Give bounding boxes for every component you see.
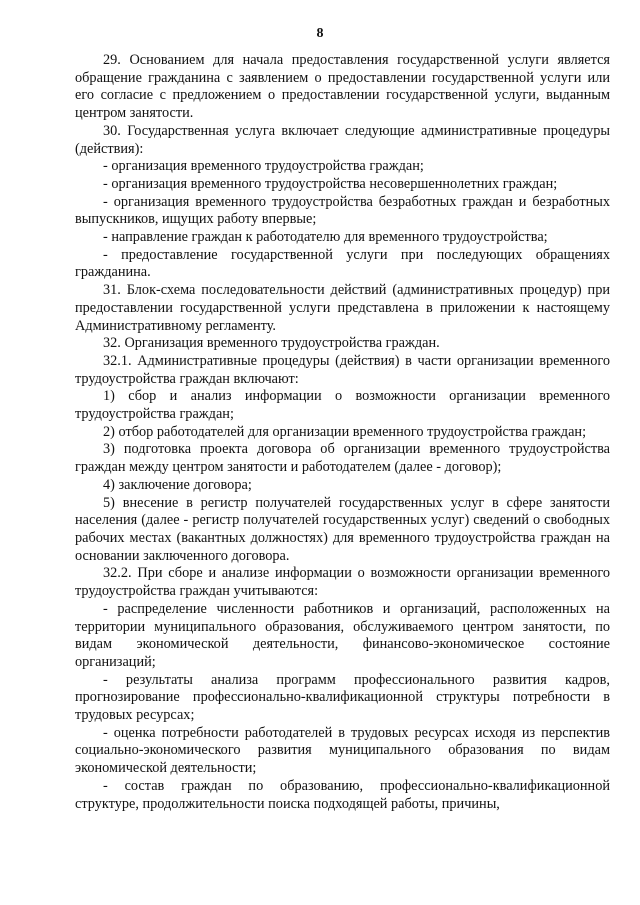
list-item: - направление граждан к работодателю для временного трудоустройства; bbox=[103, 229, 548, 246]
list-item: 2) отбор работодателей для организации временного трудоустройства граждан; bbox=[103, 423, 587, 440]
list-item: - оценка потребности работодателей в трудовых ресурсах исходя из перспектив социально-экономического развития муниципального образования по видам экономической деятельности; bbox=[75, 724, 610, 777]
paragraph-30: 30. Государственная услуга включает следующие административные процедуры (действия): bbox=[75, 122, 610, 157]
list-item: - состав граждан по образованию, профессионально-квалификационной структуре, продолжительности поиска подходящей работы, причины, bbox=[75, 777, 610, 812]
list-item: - распределение численности работников и организаций, расположенных на территории муниципального образования, обслуживаемого центром занятости, по видам экономической деятельности, финансово-экономическое состояние организаций; bbox=[75, 600, 610, 670]
paragraph-32-2: 32.2. При сборе и анализе информации о возможности организации временного трудоустройства граждан учитываются: bbox=[75, 565, 610, 600]
list-item: - организация временного трудоустройства несовершеннолетних граждан; bbox=[103, 175, 558, 192]
list-item: 3) подготовка проекта договора об организации временного трудоустройства граждан между центром занятости и работодателем (далее - договор); bbox=[75, 441, 610, 476]
paragraph-31: 31. Блок-схема последовательности действий (административных процедур) при предоставлении государственной услуги представлена в приложении к настоящему Административному регламенту. bbox=[75, 282, 610, 334]
list-item: 5) внесение в регистр получателей государственных услуг в сфере занятости населения (далее - регистр получателей государственных услуг) сведений о свободных рабочих местах (вакантных должностях) для временного трудоустройства граждан на основании заключенного договора. bbox=[75, 494, 610, 564]
list-item: - организация временного трудоустройства безработных граждан и безработных выпускников, ищущих работу впервые; bbox=[75, 193, 610, 228]
list-item: - организация временного трудоустройства граждан; bbox=[103, 158, 424, 175]
list-item: - предоставление государственной услуги при последующих обращениях гражданина. bbox=[75, 246, 610, 281]
paragraph-32: 32. Организация временного трудоустройства граждан. bbox=[103, 335, 440, 352]
list-item: - результаты анализа программ профессионального развития кадров, прогнозирование профессионально-квалификационной структуры потребности в трудовых ресурсах; bbox=[75, 671, 610, 724]
paragraph-29: 29. Основанием для начала предоставления государственной услуги является обращение гражданина с заявлением о предоставлении государственной услуги или его согласие с предложением о предоставлении государственной услуги, выданным центром занятости. bbox=[75, 52, 610, 122]
page-number: 8 bbox=[316, 26, 324, 41]
list-item: 1) сбор и анализ информации о возможности организации временного трудоустройства граждан; bbox=[75, 388, 610, 423]
document-body bbox=[75, 52, 610, 813]
list-item: 4) заключение договора; bbox=[103, 476, 252, 493]
paragraph-32-1: 32.1. Административные процедуры (действия) в части организации временного трудоустройства граждан включают: bbox=[75, 352, 610, 387]
